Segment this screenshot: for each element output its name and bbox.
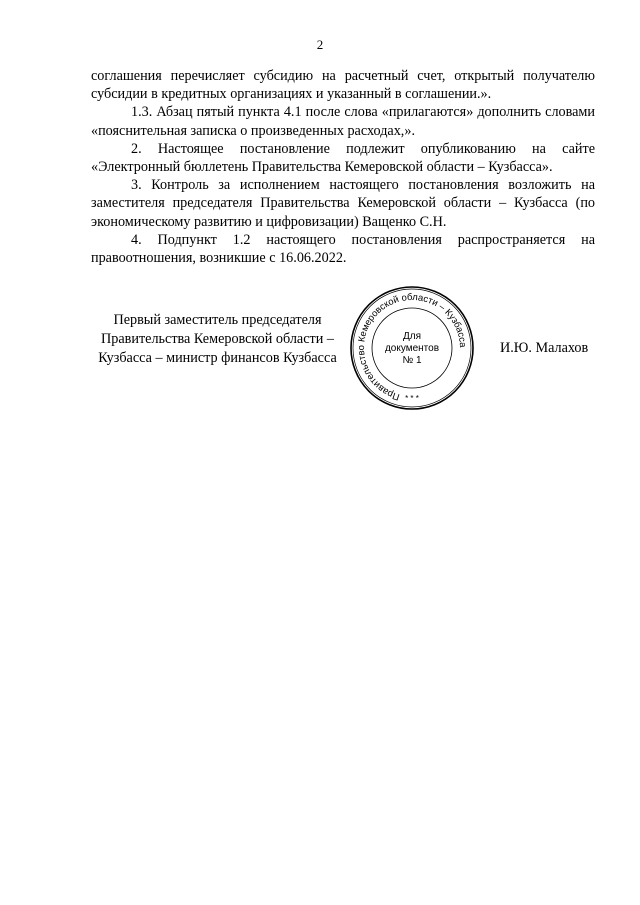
signatory-name: И.Ю. Малахов	[500, 340, 589, 356]
seal-center-line: Для	[402, 331, 422, 342]
signatory-position-line: Кузбасса – министр финансов Кузбасса	[98, 350, 337, 366]
paragraph-2: 2. Настоящее постановление подлежит опубликованию на сайте «Электронный бюллетень Правительства Кемеровской области – Кузбасса».	[91, 140, 595, 176]
signatory-position	[84, 311, 351, 368]
official-seal	[346, 282, 478, 414]
document-body	[91, 67, 595, 267]
paragraph-3: 3. Контроль за исполнением настоящего постановления возложить на заместителя председателя Правительства Кемеровской области – Кузбасса (по экономическому развитию и цифровизации) Ващенко С.Н.	[91, 177, 595, 230]
page-number: 2	[316, 37, 324, 52]
paragraph-continuation: соглашения перечисляет субсидию на расчетный счет, открытый получателю субсидии в кредитных организациях и указанный в соглашении.».	[91, 68, 595, 103]
seal-ring-text: Правительство Кемеровской области – Кузбасса	[354, 290, 470, 404]
seal-center-line: документов	[384, 343, 440, 354]
signatory-position-line: Первый заместитель председателя	[113, 312, 322, 328]
signatory-position-line: Правительства Кемеровской области –	[101, 331, 334, 347]
seal-center-line: № 1	[402, 355, 422, 366]
seal-stars: * * *	[405, 394, 419, 403]
paragraph-4: 4. Подпункт 1.2 настоящего постановления распространяется на правоотношения, возникшие с 16.06.2022.	[91, 231, 595, 267]
paragraph-1-3: 1.3. Абзац пятый пункта 4.1 после слова «прилагаются» дополнить словами «пояснительная записка о произведенных расходах,».	[91, 104, 595, 139]
